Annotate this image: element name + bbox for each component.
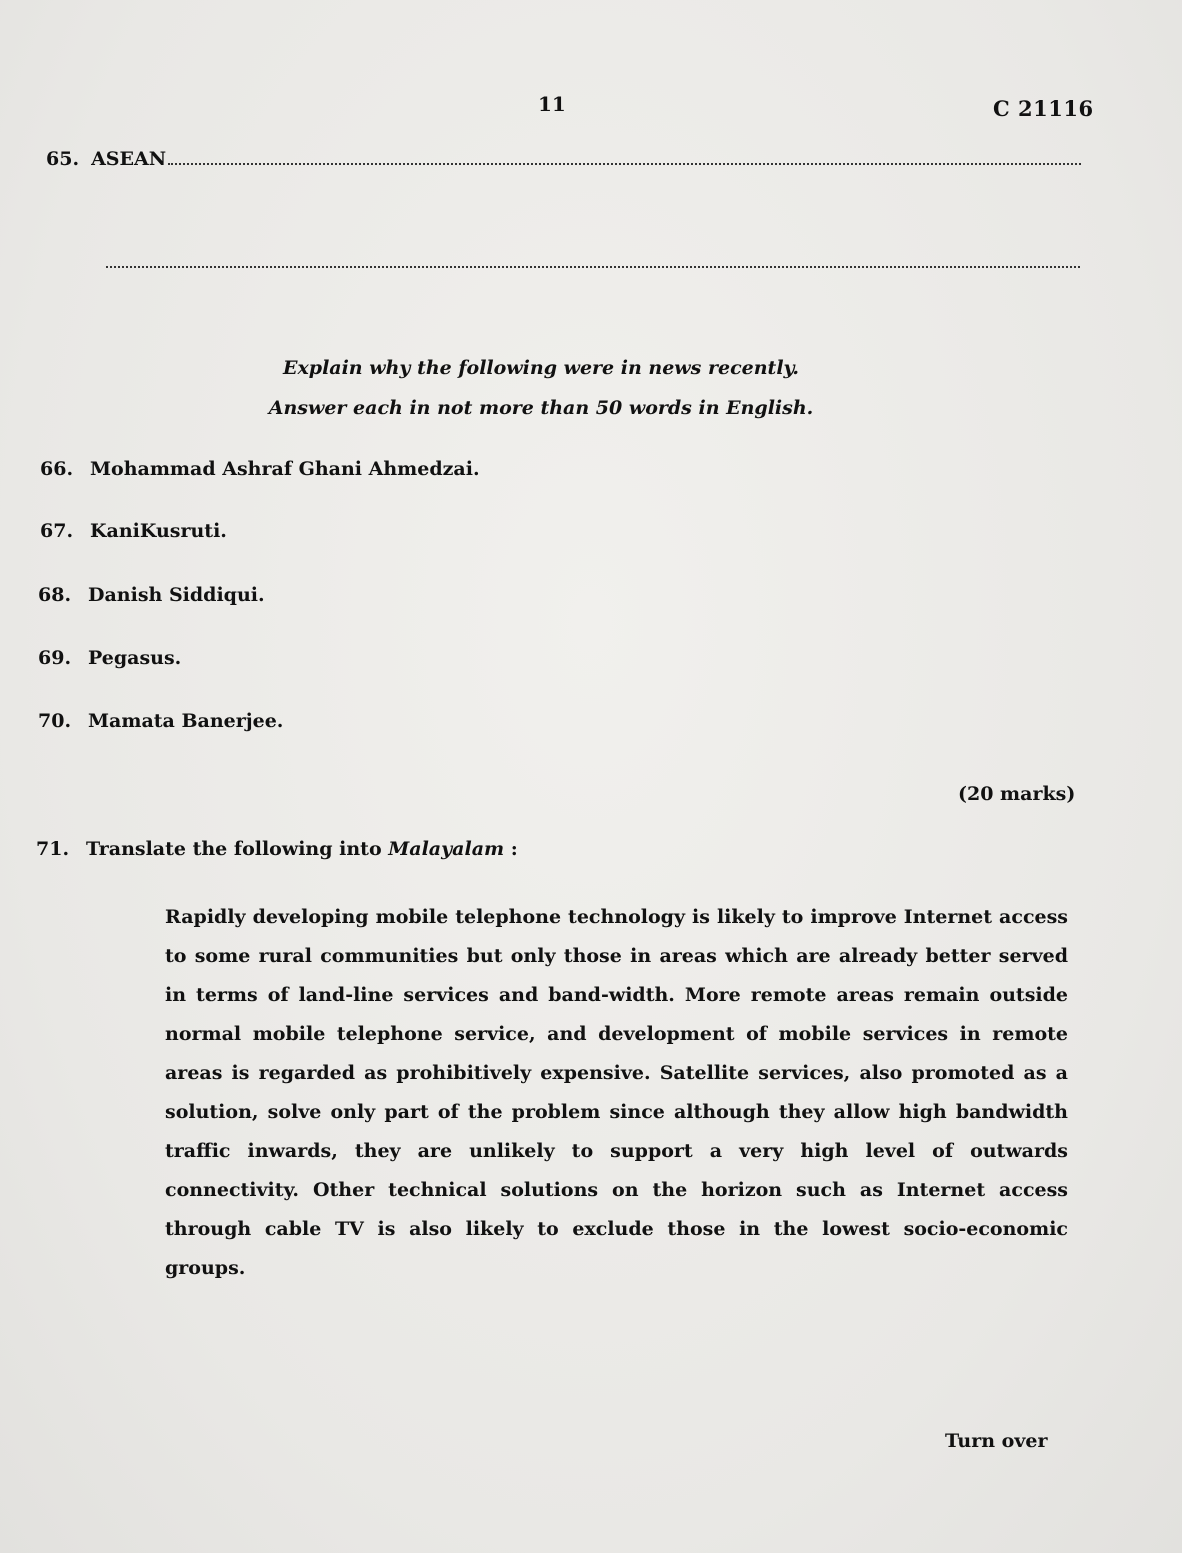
question-71 (36, 838, 518, 860)
instruction-line-2: Answer each in not more than 50 words in English. (268, 397, 814, 419)
question-text: Mohammad Ashraf Ghani Ahmedzai. (90, 458, 480, 480)
question-text: Danish Siddiqui. (88, 584, 265, 606)
answer-dotted-line-2 (106, 266, 1080, 268)
question-text: KaniKusruti. (90, 520, 227, 542)
question-number: 69. (38, 647, 72, 669)
paper-code: C 21116 (993, 96, 1094, 121)
turn-over-label: Turn over (945, 1430, 1048, 1452)
question-number: 66. (40, 458, 74, 480)
question-68 (38, 584, 265, 606)
page-number: 11 (538, 92, 566, 116)
question-language: Malayalam (388, 838, 505, 860)
question-70 (38, 710, 283, 732)
question-text: Mamata Banerjee. (88, 710, 284, 732)
question-prefix: Translate the following into (86, 838, 382, 860)
marks-label: (20 marks) (958, 783, 1076, 805)
question-number: 71. (36, 838, 70, 860)
question-66 (40, 458, 480, 480)
instruction-line-1: Explain why the following were in news recently. (282, 357, 800, 379)
question-67 (40, 520, 227, 542)
question-text: Pegasus. (88, 647, 182, 669)
question-number: 68. (38, 584, 72, 606)
question-number: 67. (40, 520, 74, 542)
question-label: ASEAN (91, 148, 167, 170)
answer-dotted-line (168, 149, 1081, 165)
question-65 (46, 148, 1081, 170)
question-69 (38, 647, 181, 669)
question-number: 65. (46, 148, 80, 170)
translation-passage: Rapidly developing mobile telephone technology is likely to improve Internet access to some rural communities but only those in areas which are already better served in terms of land-line services and band-width. More remote areas remain outside normal mobile telephone service, and development of mobile services in remote areas is regarded as prohibitively expensive. Satellite services, also promoted as a solution, solve only part of the problem since although they allow high bandwidth traffic inwards, they are unlikely to support a very high level of outwards connectivity. Other technical solutions on the horizon such as Internet access through cable TV is also likely to exclude those in the lowest socio-economic groups. (165, 906, 1068, 1279)
question-number: 70. (38, 710, 72, 732)
question-suffix: : (510, 838, 518, 860)
